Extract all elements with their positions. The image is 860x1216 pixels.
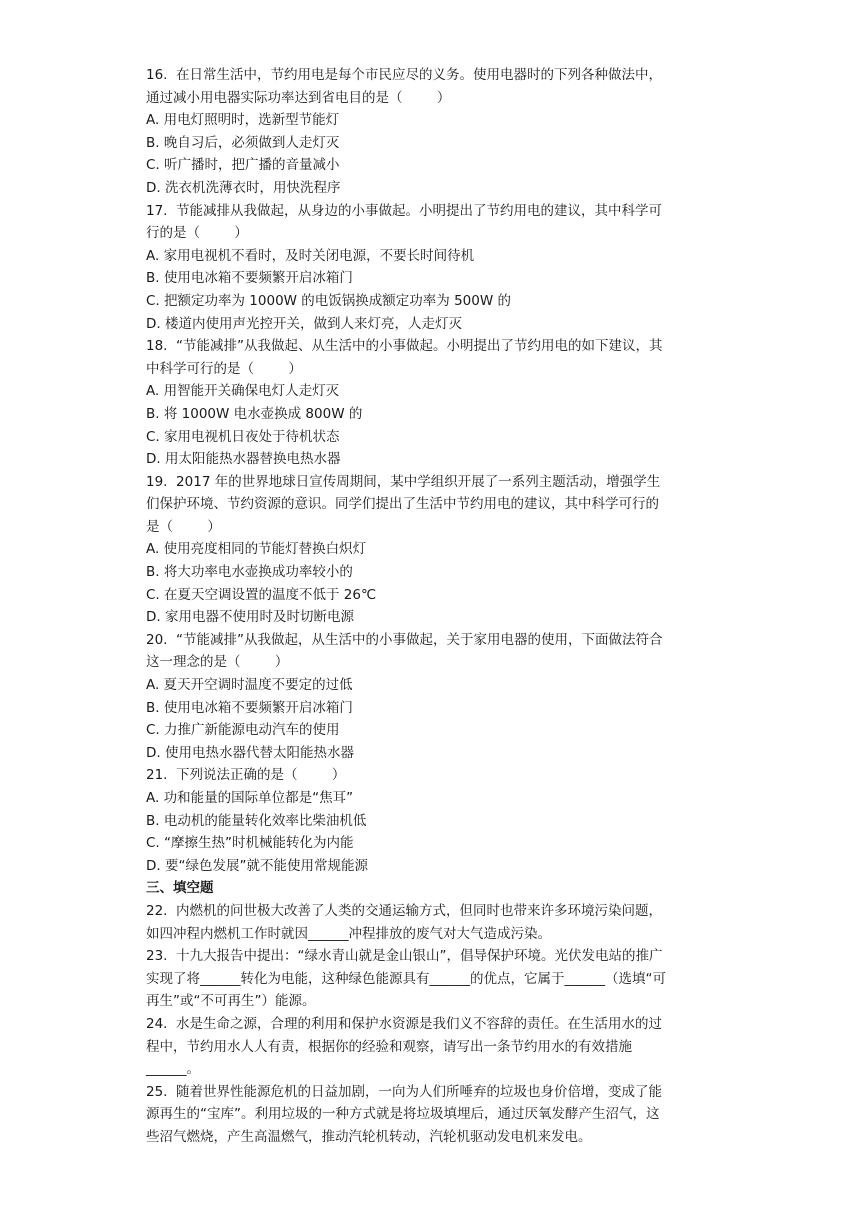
text-line: C. 听广播时，把广播的音量减小 [146,157,340,174]
text-line: 19. 2017 年的世界地球日宣传周期间，某中学组织开展了一系列主题活动，增强学生 [146,473,661,490]
text-line: C. “摩擦生热”时机械能转化为内能 [146,835,354,852]
text-line: B. 将大功率电水壶换成功率较小的 [146,564,353,581]
text-line: D. 使用电热水器代替太阳能热水器 [146,744,354,761]
text-line: ______。 [146,1061,200,1078]
text-line: 行的是（ ） [146,225,248,242]
text-line: 18. “节能减排”从我做起、从生活中的小事做起。小明提出了节约用电的如下建议，其 [146,338,663,355]
text-line: D. 要“绿色发展”就不能使用常规能源 [146,857,368,874]
text-line: A. 功和能量的国际单位都是“焦耳” [146,790,354,806]
text-line: 如四冲程内燃机工作时就因______冲程排放的废气对大气造成污染。 [146,925,551,942]
text-line: 些沼气燃烧，产生高温燃气，推动汽轮机转动，汽轮机驱动发电机来发电。 [146,1128,592,1145]
text-line: C. 在夏天空调设置的温度不低于 26℃ [146,586,377,603]
text-line: B. 使用电冰箱不要频繁开启冰箱门 [146,270,353,287]
text-line: 24. 水是生命之源，合理的利用和保护水资源是我们义不容辞的责任。在生活用水的过 [146,1015,663,1032]
text-line: A. 夏天开空调时温度不要定的过低 [146,677,353,694]
text-line: 23. 十九大报告中提出：“绿水青山就是金山银山”，倡导保护环境。光伏发电站的推广 [146,948,663,965]
text-line: 再生”或“不可再生”）能源。 [146,993,316,1010]
text-line: 源再生的“宝库”。利用垃圾的一种方式就是将垃圾填埋后，通过厌氧发酵产生沼气，这 [146,1106,660,1123]
text-line: 21. 下列说法正确的是（ ） [146,767,346,784]
text-line: B. 电动机的能量转化效率比柴油机低 [146,812,367,829]
text-line: A. 用智能开关确保电灯人走灯灭 [146,383,340,400]
text-line: B. 使用电冰箱不要频繁开启冰箱门 [146,699,353,716]
text-line: C. 家用电视机日夜处于待机状态 [146,428,340,445]
text-line: 17. 节能减排从我做起，从身边的小事做起。小明提出了节约用电的建议，其中科学可 [146,202,663,219]
text-line: 通过减小用电器实际功率达到省电目的是（ ） [146,89,451,106]
text-line: 25. 随着世界性能源危机的日益加剧，一向为人们所唾弃的垃圾也身价倍增，变成了能 [146,1083,663,1100]
text-line: 22. 内燃机的问世极大改善了人类的交通运输方式，但同时也带来许多环境污染问题， [146,902,663,919]
text-line: 程中，节约用水人人有责，根据你的经验和观察，请写出一条节约用水的有效措施 [146,1038,632,1055]
text-line: 们保护环境、节约资源的意识。同学们提出了生活中节约用电的建议，其中科学可行的 [146,496,659,513]
text-line: A. 用电灯照明时，选新型节能灯 [146,112,340,129]
text-line: D. 家用电器不使用时及时切断电源 [146,609,354,626]
exam-content [146,64,720,1149]
text-line: B. 将 1000W 电水壶换成 800W 的 [146,405,363,422]
text-line: C. 力推广新能源电动汽车的使用 [146,722,340,739]
text-line: 这一理念的是（ ） [146,654,289,671]
text-line: 20. “节能减排”从我做起，从生活中的小事做起，关于家用电器的使用，下面做法符合 [146,631,663,648]
text-line: 16. 在日常生活中，节约用电是每个市民应尽的义务。使用电器时的下列各种做法中， [146,67,663,83]
section-heading: 三、填空题 [146,880,214,897]
text-line: D. 洗衣机洗薄衣时，用快洗程序 [146,179,341,196]
text-line: 是（ ） [146,518,221,535]
text-line: B. 晚自习后，必须做到人走灯灭 [146,134,340,151]
text-line: D. 楼道内使用声光控开关，做到人来灯亮，人走灯灭 [146,315,462,332]
text-line: A. 使用亮度相同的节能灯替换白炽灯 [146,541,367,558]
text-line: 中科学可行的是（ ） [146,360,302,377]
text-line: D. 用太阳能热水器替换电热水器 [146,451,341,468]
text-line: C. 把额定功率为 1000W 的电饭锅换成额定功率为 500W 的 [146,292,511,309]
text-line: 实现了将______转化为电能，这种绿色能源具有______的优点，它属于______（选填“可 [146,970,666,987]
text-line: A. 家用电视机不看时，及时关闭电源，不要长时间待机 [146,247,475,264]
